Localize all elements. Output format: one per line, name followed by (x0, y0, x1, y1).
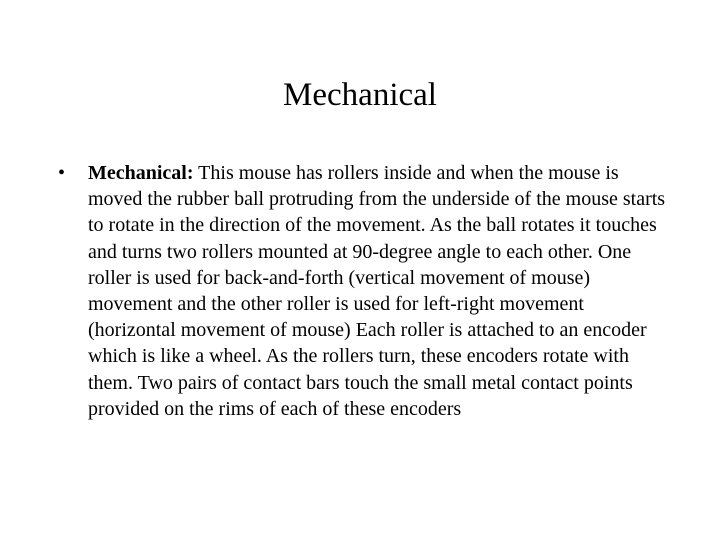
bullet-lead-term: Mechanical: (88, 162, 194, 184)
slide-title: Mechanical (283, 77, 437, 113)
bullet-item (56, 160, 676, 422)
bullet-list (56, 160, 676, 422)
bullet-icon: • (58, 162, 66, 184)
bullet-body-text: This mouse has rollers inside and when the mouse is moved the rubber ball protruding from the underside of the mouse starts to rotate in the direction of the movement. As the ball rotates it touches and turns two rollers mounted at 90-degree angle to each other. One roller is used for back-and-forth (vertical movement of mouse) movement and the other roller is used for left-right movement (horizontal movement of mouse) Each roller is attached to an encoder which is like a wheel. As the rollers turn, these encoders rotate with them. Two pairs of contact bars touch the small metal contact points provided on the rims of each of these encoders (88, 162, 666, 420)
